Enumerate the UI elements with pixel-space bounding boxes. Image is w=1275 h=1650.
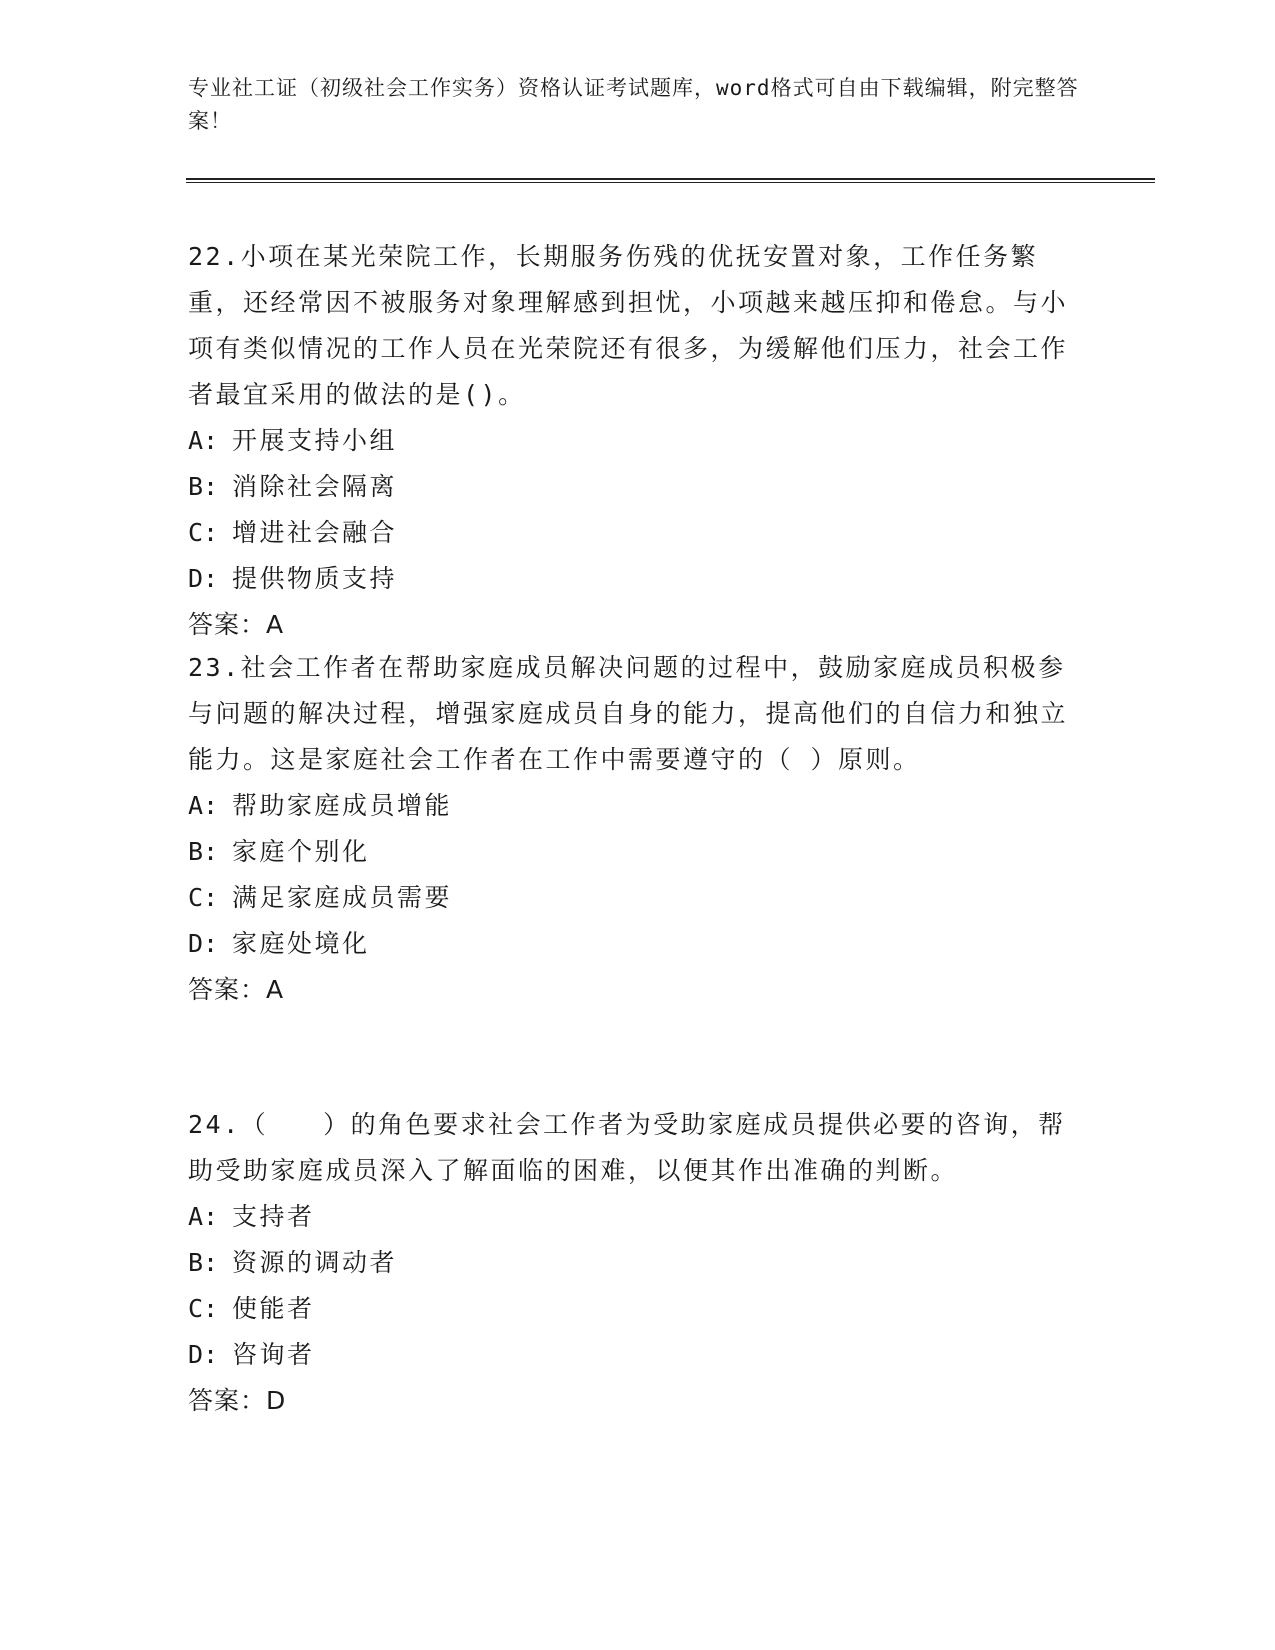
header-divider	[186, 178, 1155, 183]
option-text: 使能者	[232, 1294, 315, 1323]
option-letter: B:	[188, 1248, 219, 1277]
option-text: 资源的调动者	[232, 1248, 398, 1277]
option-b	[188, 829, 1088, 875]
question-number: 22.	[188, 242, 241, 271]
question-text: 小项在某光荣院工作，长期服务伤残的优抚安置对象，工作任务繁重，还经常因不被服务对象理解感到担忧，小项越来越压抑和倦怠。与小项有类似情况的工作人员在光荣院还有很多，为缓解他们压力，社会工作者最宜采用的做法的是()。	[188, 242, 1069, 409]
option-letter: A:	[188, 426, 219, 455]
option-a	[188, 1194, 1088, 1240]
option-letter: C:	[188, 1294, 219, 1323]
option-letter: D:	[188, 564, 219, 593]
option-text: 支持者	[232, 1202, 315, 1231]
question-stem	[188, 1102, 1088, 1194]
option-text: 增进社会融合	[232, 518, 398, 547]
question-stem	[188, 234, 1088, 418]
option-letter: D:	[188, 1340, 219, 1369]
option-d	[188, 556, 1088, 602]
question-23	[188, 645, 1088, 1013]
option-text: 咨询者	[232, 1340, 315, 1369]
option-text: 消除社会隔离	[232, 472, 398, 501]
option-b	[188, 1240, 1088, 1286]
option-text: 满足家庭成员需要	[232, 883, 453, 912]
option-letter: B:	[188, 837, 219, 866]
option-a	[188, 783, 1088, 829]
option-letter: C:	[188, 518, 219, 547]
option-text: 帮助家庭成员增能	[232, 791, 453, 820]
option-text: 开展支持小组	[232, 426, 398, 455]
question-number: 24.	[188, 1110, 241, 1139]
option-c	[188, 1286, 1088, 1332]
answer-line: 答案：D	[188, 1386, 287, 1415]
question-text: 社会工作者在帮助家庭成员解决问题的过程中，鼓励家庭成员积极参与问题的解决过程，增强家庭成员自身的能力，提高他们的自信力和独立能力。这是家庭社会工作者在工作中需要遵守的（ ）原则。	[188, 653, 1069, 774]
question-number: 23.	[188, 653, 241, 682]
option-a	[188, 418, 1088, 464]
option-d	[188, 921, 1088, 967]
option-letter: A:	[188, 791, 219, 820]
option-d	[188, 1332, 1088, 1378]
question-24	[188, 1102, 1088, 1424]
question-22	[188, 234, 1088, 648]
question-stem	[188, 645, 1088, 783]
answer-line: 答案：A	[188, 975, 285, 1004]
option-c	[188, 510, 1088, 556]
option-letter: D:	[188, 929, 219, 958]
option-letter: A:	[188, 1202, 219, 1231]
page-header: 专业社工证（初级社会工作实务）资格认证考试题库，word格式可自由下载编辑，附完整答案！	[188, 76, 1079, 133]
option-c	[188, 875, 1088, 921]
question-text: （ ）的角色要求社会工作者为受助家庭成员提供必要的咨询，帮助受助家庭成员深入了解面临的困难，以便其作出准确的判断。	[188, 1110, 1066, 1185]
option-text: 家庭处境化	[232, 929, 370, 958]
answer-line: 答案：A	[188, 610, 285, 639]
option-letter: B:	[188, 472, 219, 501]
option-letter: C:	[188, 883, 219, 912]
option-b	[188, 464, 1088, 510]
option-text: 提供物质支持	[232, 564, 398, 593]
option-text: 家庭个别化	[232, 837, 370, 866]
